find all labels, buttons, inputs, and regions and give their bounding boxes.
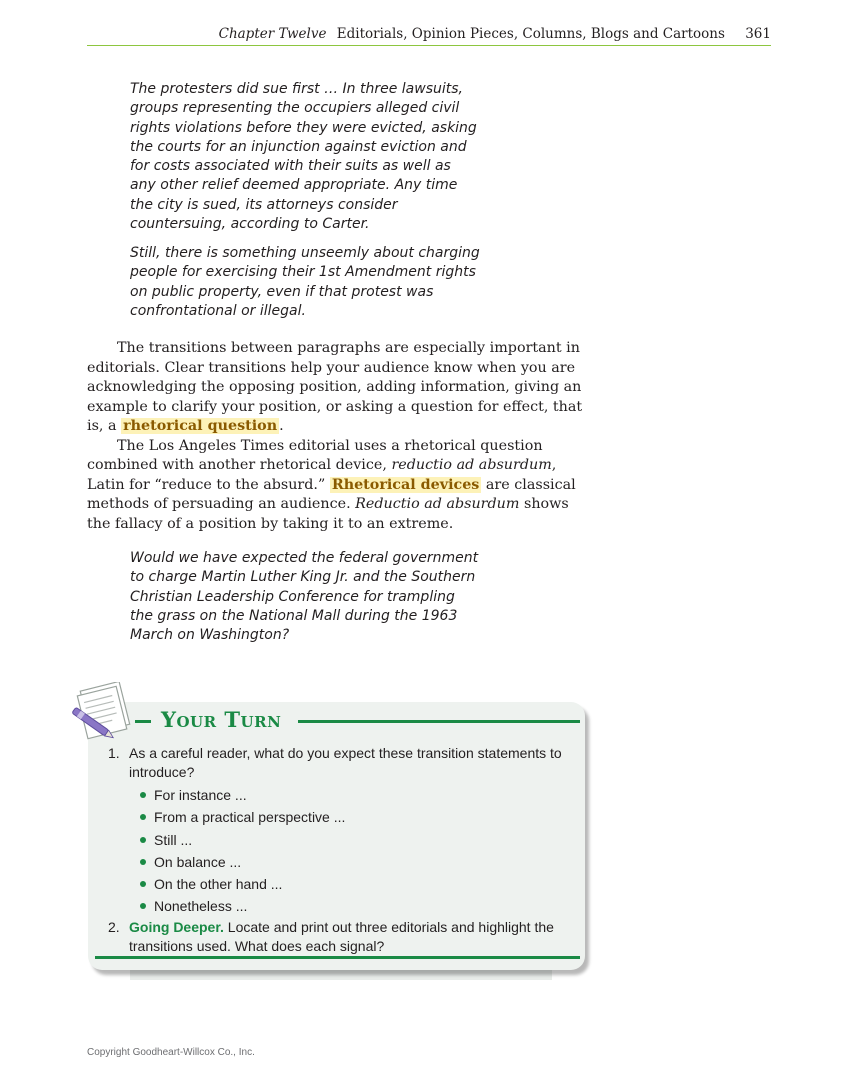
box-shadow-strip: [130, 970, 552, 980]
question-1: [108, 744, 568, 917]
list-item: For instance ...: [129, 784, 568, 806]
latin-term: reductio ad absurdum: [391, 457, 552, 473]
question-text: Locate and print out three editorials and highlight the transitions used. What does each signal?: [129, 919, 554, 954]
bullet-icon: [140, 792, 146, 798]
your-turn-title: Your Turn: [155, 707, 287, 732]
key-term-rhetorical-devices: Rhetorical devices: [331, 476, 480, 493]
box-bottom-rule: [95, 956, 580, 959]
block-quote-2: [130, 244, 480, 321]
going-deeper-label: Going Deeper.: [129, 919, 224, 936]
list-item: On the other hand ...: [129, 873, 568, 895]
your-turn-list: [108, 744, 568, 956]
header-rule: [87, 45, 771, 46]
bullet-icon: [140, 881, 146, 887]
page-number: 361: [745, 26, 771, 42]
chapter-label: Chapter Twelve: [218, 26, 327, 42]
bullet-icon: [140, 814, 146, 820]
key-term-rhetorical-question: rhetorical question: [123, 418, 278, 434]
quote-text: The protesters did sue first … In three lawsuits, groups representing the occupiers alleged civil rights violations before they were evicted, asking the courts for an injunction against eviction and for costs associated with their suits as well as any other relief deemed appropriate. Any time the city is sued, its attorneys consider countersuing, according to Carter.: [130, 81, 477, 233]
paragraph-transitions: The transitions between paragraphs are especially important in editorials. Clear transitions help your audience know when you are acknowledging the opposing position, adding information, giving an example to clarify your position, or asking a question for effect, that is, a rhetorical question .: [87, 340, 583, 434]
bullet-icon: [140, 903, 146, 909]
list-item: Still ...: [129, 829, 568, 851]
list-item: From a practical perspective ...: [129, 806, 568, 828]
question-number: 1.: [108, 745, 120, 761]
list-item: On balance ...: [129, 851, 568, 873]
block-quote-1: [130, 80, 480, 234]
quote-text: Would we have expected the federal government to charge Martin Luther King Jr. and the Southern Christian Leadership Conference for trampling the grass on the National Mall during the 1963 March on Washington?: [130, 550, 479, 644]
paragraph-rhetorical-devices: The Los Angeles Times editorial uses a rhetorical question combined with another rhetorical device, reductio ad absurdum, Latin for “reduce to the absurd.” Rhetorical devices are classical methods of persuading an audience. Reductio ad absurdum shows the fallacy of a position by taking it to an extreme.: [87, 437, 576, 532]
quote-text: Still, there is something unseemly about charging people for exercising their 1st Amendment rights on public property, even if that protest was confrontational or illegal.: [130, 245, 480, 319]
running-header: [87, 26, 771, 46]
copyright-footer: Copyright Goodheart-Willcox Co., Inc.: [87, 1047, 255, 1058]
transition-list: [129, 784, 568, 917]
bullet-icon: [140, 859, 146, 865]
question-2: [108, 918, 568, 955]
notepad-pen-icon: [66, 682, 142, 744]
block-quote-3: [130, 549, 480, 645]
question-number: 2.: [108, 919, 120, 936]
question-text: As a careful reader, what do you expect these transition statements to introduce?: [129, 745, 562, 780]
chapter-title: Editorials, Opinion Pieces, Columns, Blogs and Cartoons: [336, 26, 725, 42]
bullet-icon: [140, 837, 146, 843]
list-item: Nonetheless ...: [129, 895, 568, 917]
body-text: [87, 339, 587, 534]
latin-term: Reductio ad absurdum: [355, 496, 520, 512]
title-rule-right: [298, 720, 580, 723]
